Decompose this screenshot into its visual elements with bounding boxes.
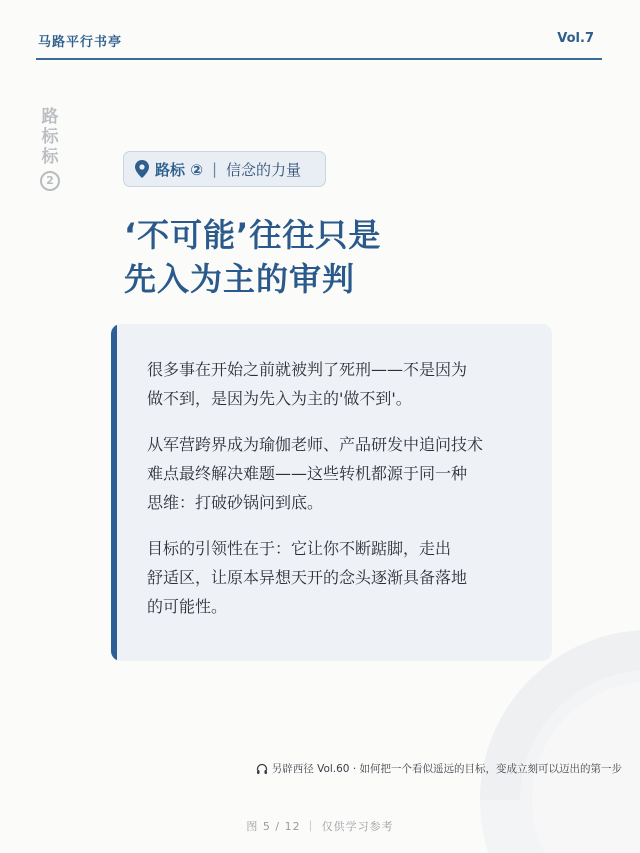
tag-topic: 信念的力量 [226,160,302,179]
location-pin-icon [135,160,149,178]
tag-main-label: 路标 ② [155,160,203,179]
card-paragraph [147,430,537,517]
text-line: 很多事在开始之前就被判了死刑——不是因为 [147,360,468,379]
card-accent-bar [111,324,117,661]
side-vertical-label [40,107,60,191]
tag-separator: | [211,160,217,178]
text-line: 舒适区，让原本异想天开的念头逐渐具备落地 [147,568,468,587]
decorative-circle-graphic [460,600,640,853]
volume-label: Vol.7 [557,31,594,46]
text-line: 做不到，是因为先入为主的'做不到'。 [147,389,412,408]
text-line: 从军营跨界成为瑜伽老师、产品研发中追问技术 [147,435,484,454]
text-line: 目标的引领性在于：它让你不断踮脚，走出 [147,539,452,558]
side-label-number: 2 [40,171,60,191]
headline-line: ‘不可能’往往只是 [124,216,382,254]
brand-title: 马路平行书亭 [38,35,123,50]
headphones-icon [256,763,268,775]
side-label-char: 标 [41,127,59,147]
section-tag [123,151,326,187]
headline-line: 先入为主的审判 [124,260,356,298]
header-divider [36,58,602,60]
side-label-char: 标 [41,147,59,167]
card-body [147,355,537,638]
page-footer: 图 5 / 12 ｜ 仅供学习参考 [246,820,394,833]
text-line: 的可能性。 [147,597,228,616]
card-paragraph [147,355,537,413]
footnote-text: 另辟西径 Vol.60 · 如何把一个看似遥远的目标，变成立刻可以迈出的第一步 [271,763,622,775]
side-label-char: 路 [41,107,59,127]
text-line: 难点最终解决难题——这些转机都源于同一种 [147,464,468,483]
audio-reference[interactable] [256,761,622,776]
page-headline [124,213,584,301]
text-line: 思维：打破砂锅问到底。 [147,493,324,512]
